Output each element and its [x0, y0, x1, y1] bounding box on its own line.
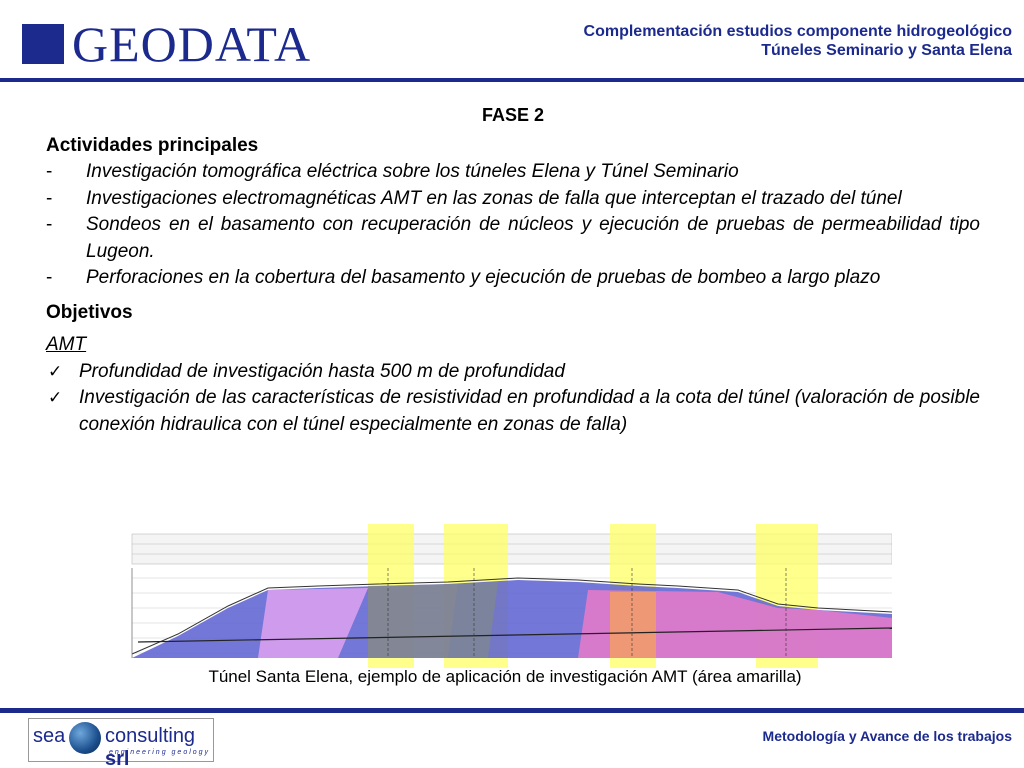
phase-title: FASE 2	[481, 105, 545, 125]
objectives-list	[46, 359, 980, 439]
bullet-marker: -	[46, 267, 53, 288]
checkmark-icon: ✓	[48, 388, 63, 408]
bullet-marker: -	[46, 187, 53, 209]
header-title-line1: Complementación estudios componente hidrogeológico	[583, 23, 1012, 40]
geodata-logo-square	[22, 24, 64, 64]
objectives-heading: Objetivos	[46, 301, 133, 323]
globe-icon	[69, 722, 101, 754]
header	[0, 0, 1024, 80]
logo-sea-text: sea	[33, 725, 66, 747]
tunnel-profile-figure	[118, 518, 892, 690]
geological-profile-image	[118, 518, 892, 668]
logo-consulting-text: consulting srl	[105, 725, 196, 768]
figure-caption: Túnel Santa Elena, ejemplo de aplicación de investigación AMT (área amarilla)	[208, 667, 802, 686]
checkmark-icon: ✓	[48, 361, 63, 382]
activity-item: - Investigación tomográfica eléctrica sobre los túneles Elena y Túnel Seminario	[46, 159, 980, 186]
bullet-marker: -	[46, 161, 53, 182]
bullet-marker: -	[46, 214, 53, 235]
geodata-logo-text: GEODATA	[72, 16, 312, 72]
footer-text: Metodología y Avance de los trabajos	[762, 728, 1012, 744]
activity-item: - Investigaciones electromagnéticas AMT en las zonas de falla que interceptan el trazado del túnel	[46, 186, 980, 213]
header-divider	[0, 78, 1024, 82]
objective-item: ✓ Profundidad de investigación hasta 500 m de profundidad	[46, 359, 980, 386]
footer-divider	[0, 708, 1024, 713]
activities-heading: Actividades principales	[46, 134, 259, 156]
slide-content	[46, 102, 980, 438]
header-title	[584, 22, 1012, 60]
activities-list	[46, 159, 980, 292]
activity-item: - Perforaciones en la cobertura del basamento y ejecución de pruebas de bombeo a largo plazo	[46, 265, 980, 292]
activity-item: - Sondeos en el basamento con recuperación de núcleos y ejecución de pruebas de permeabilidad tipo Lugeon.	[46, 214, 980, 262]
header-title-line2: Túneles Seminario y Santa Elena	[761, 42, 1012, 59]
logo-tagline: engineering geology	[109, 749, 211, 756]
sea-consulting-logo	[28, 718, 214, 768]
amt-label: AMT	[46, 334, 87, 355]
objective-item: ✓ Investigación de las características de resistividad en profundidad a la cota del túnel (valoración de posible conexión hidraulica con el túnel especialmente en zonas de falla)	[48, 387, 980, 435]
